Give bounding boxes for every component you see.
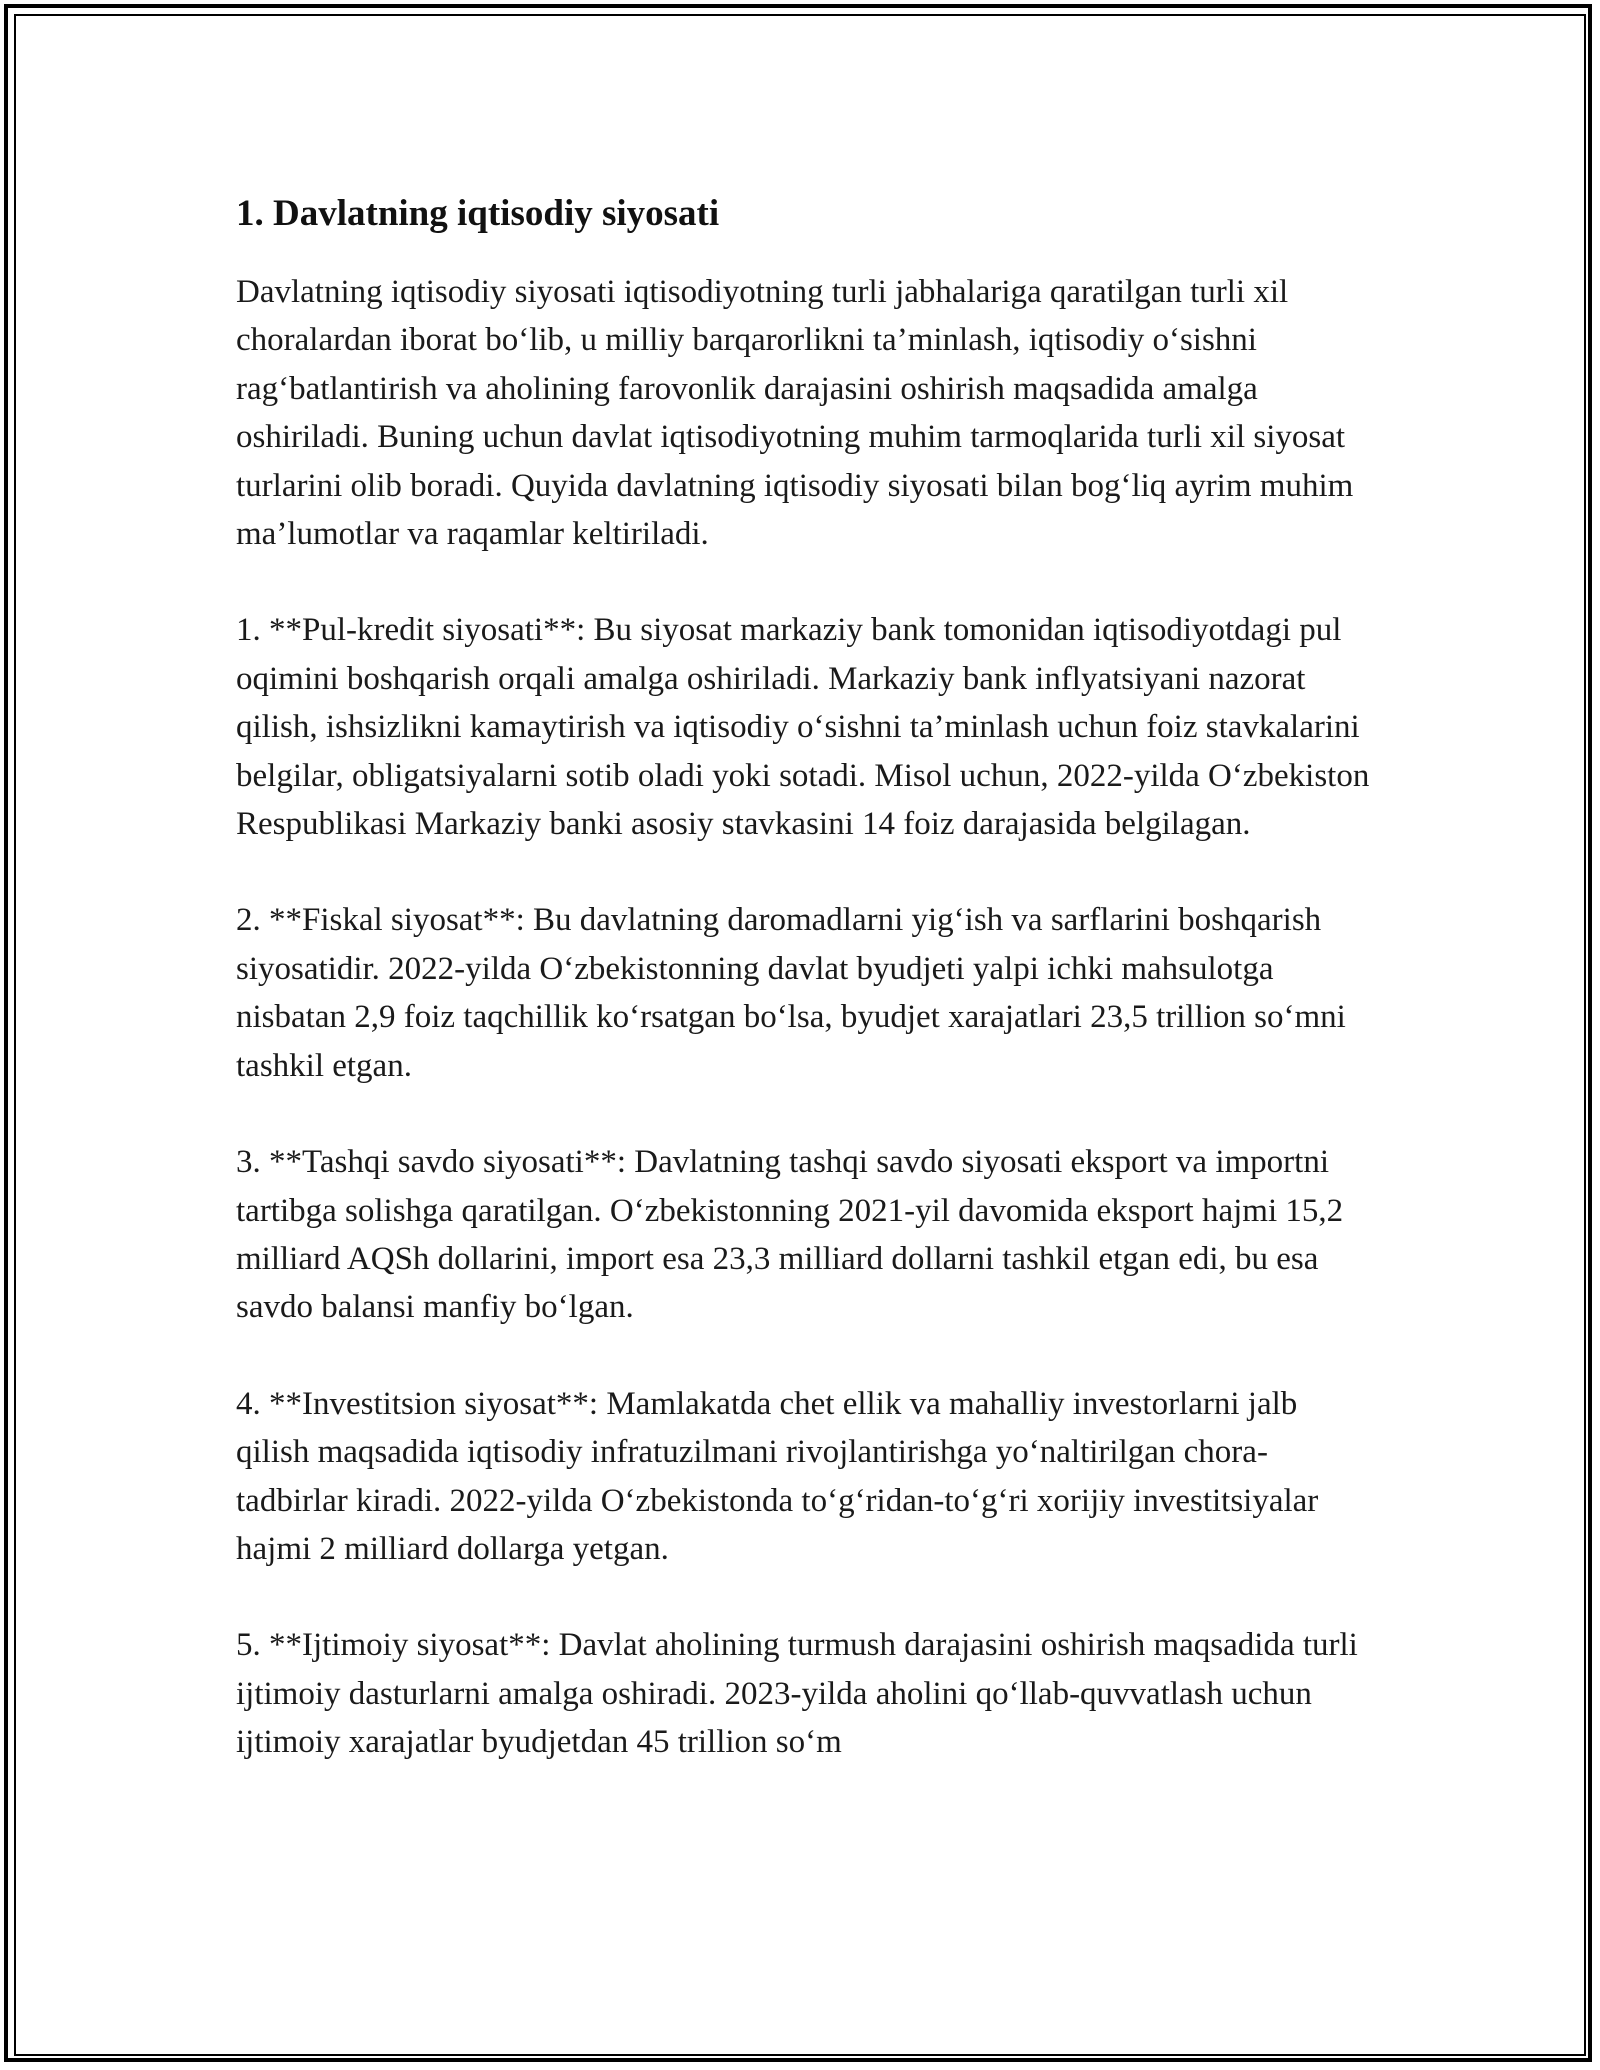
paragraph-investment-policy: 4. **Investitsion siyosat**: Mamlakatda chet ellik va mahalliy investorlarni jalb qilish maqsadida iqtisodiy infratuzilmani rivojlantirishga yo‘naltirilgan chora-tadbirlar kiradi. 2022-yilda O‘zbekistonda to‘g‘ridan-to‘g‘ri xorijiy investitsiyalar hajmi 2 milliard dollarga yetgan. xyxy=(236,1385,1319,1567)
paragraph-monetary-policy: 1. **Pul-kredit siyosati**: Bu siyosat markaziy bank tomonidan iqtisodiyotdagi pul oqimini boshqarish orqali amalga oshiriladi. Markaziy bank inflyatsiyani nazorat qilish, ishsizlikni kamaytirish va iqtisodiy o‘sishni ta’minlash uchun foiz stavkalarini belgilar, obligatsiyalarni sotib oladi yoki sotadi. Misol uchun, 2022-yilda O‘zbekiston Respublikasi Markaziy banki asosiy stavkasini 14 foiz darajasida belgilagan. xyxy=(236,612,1370,843)
section-heading: 1. Davlatning iqtisodiy siyosati xyxy=(236,193,720,234)
paragraph-fiscal-policy: 2. **Fiskal siyosat**: Bu davlatning daromadlarni yig‘ish va sarflarini boshqarish siyosatidir. 2022-yilda O‘zbekistonning davlat byudjeti yalpi ichki mahsulotga nisbatan 2,9 foiz taqchillik ko‘rsatgan bo‘lsa, byudjet xarajatlari 23,5 trillion so‘mni tashkil etgan. xyxy=(236,902,1346,1084)
paragraph-social-policy: 5. **Ijtimoiy siyosat**: Davlat aholining turmush darajasini oshirish maqsadida turli ijtimoiy dasturlarni amalga oshiradi. 2023-yilda aholini qo‘llab-quvvatlash uchun ijtimoiy xarajatlar byudjetdan 45 trillion so‘m xyxy=(236,1627,1358,1761)
paragraph-foreign-trade-policy: 3. **Tashqi savdo siyosati**: Davlatning tashqi savdo siyosati eksport va importni tartibga solishga qaratilgan. O‘zbekistonning 2021-yil davomida eksport hajmi 15,2 milliard AQSh dollarini, import esa 23,3 milliard dollarni tashkil etgan edi, bu esa savdo balansi manfiy bo‘lgan. xyxy=(236,1144,1344,1326)
document-body xyxy=(236,186,1376,1815)
intro-paragraph: Davlatning iqtisodiy siyosati iqtisodiyotning turli jabhalariga qaratilgan turli xil choralardan iborat bo‘lib, u milliy barqarorlikni ta’minlash, iqtisodiy o‘sishni rag‘batlantirish va aholining farovonlik darajasini oshirish maqsadida amalga oshiriladi. Buning uchun davlat iqtisodiyotning muhim tarmoqlarida turli xil siyosat turlarini olib boradi. Quyida davlatning iqtisodiy siyosati bilan bog‘liq ayrim muhim ma’lumotlar va raqamlar keltiriladi. xyxy=(236,274,1354,553)
